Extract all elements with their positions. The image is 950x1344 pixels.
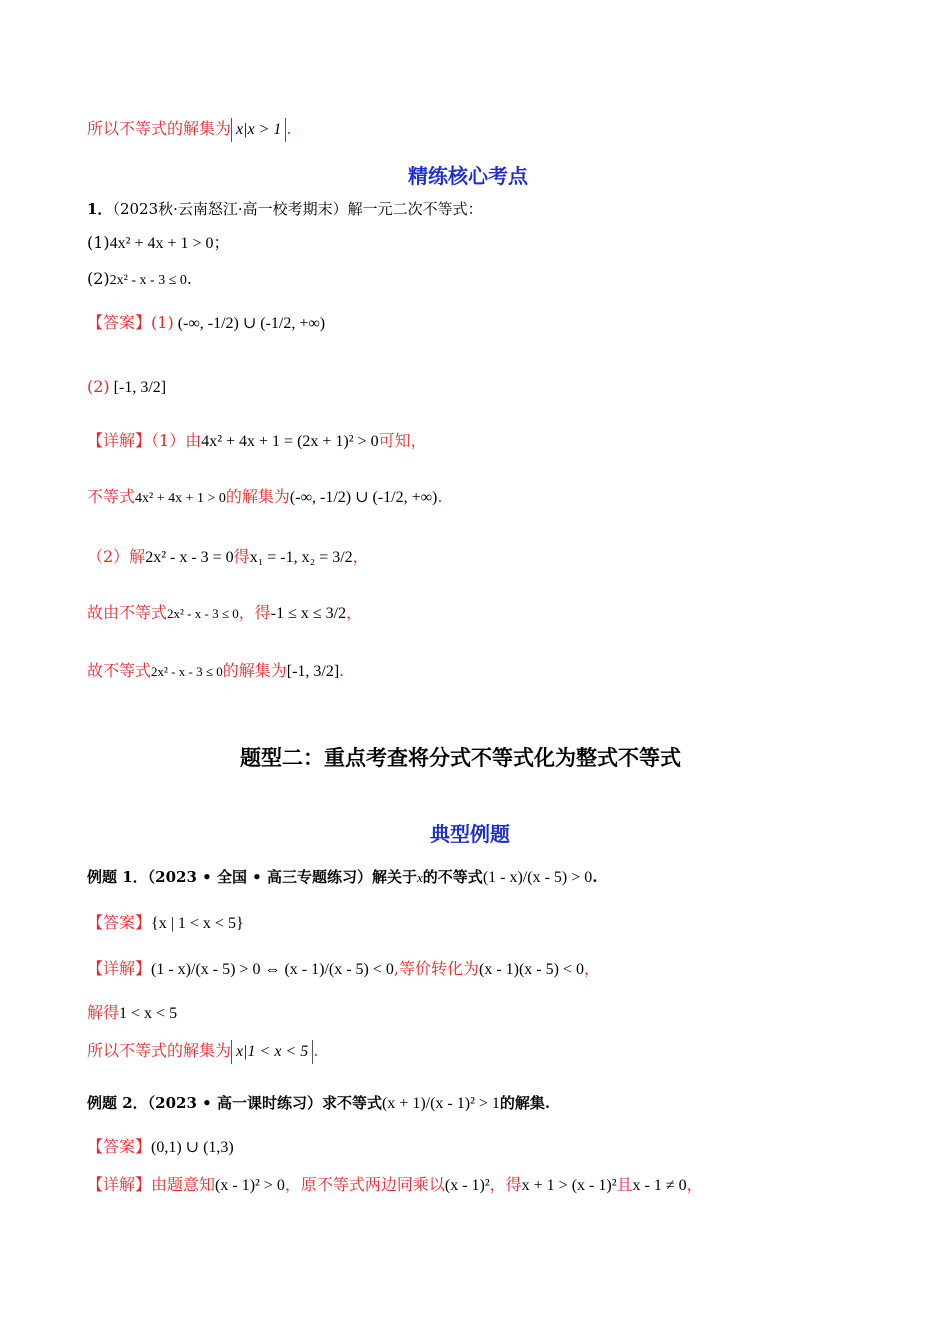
example-2-stem: 例题 2．（2023 • 高一课时练习）求不等式(x + 1)/(x - 1)² > 1的解集. — [87, 1094, 551, 1112]
detail-3-expression: 2x² - x - 3 = 0 — [145, 549, 234, 566]
top-conclusion-text: 所以不等式的解集为 — [87, 119, 232, 138]
example-1-solve-range: 1 < x < 5 — [119, 1005, 178, 1022]
example-1-conclusion-set: x|1 < x < 5 — [231, 1040, 313, 1064]
answer-tag: 【答案】 — [87, 913, 152, 932]
question-1-detail-4: 故由不等式2x² - x - 3 ≤ 0，得-1 ≤ x ≤ 3/2， — [87, 603, 363, 622]
answer-tag: 【答案】 — [87, 1137, 152, 1156]
question-1-stem — [87, 198, 483, 220]
example-1-conclusion: 所以不等式的解集为 x|1 < x < 5 . — [87, 1040, 318, 1064]
top-period: . — [286, 119, 292, 138]
question-1-detail-3: （2）解2x² - x - 3 = 0得x₁ = -1, x₂ = 3/2， — [87, 547, 369, 566]
example-2-detail: 【详解】由题意知(x - 1)² > 0，原不等式两边同乘以(x - 1)²，得x + 1 > (x - 1)²且x - 1 ≠ 0， — [87, 1175, 703, 1194]
question-number: 1． — [87, 200, 113, 218]
question-1-detail-1: 【详解】（1）由4x² + 4x + 1 = (2x + 1)² > 0可知， — [87, 431, 427, 450]
detail-2-solution: (-∞, -1/2) ∪ (-1/2, +∞) — [289, 489, 438, 506]
detail-tag: 【详解】 — [87, 959, 152, 978]
top-conclusion-line — [87, 118, 292, 142]
question-1-detail-2: 不等式4x² + 4x + 1 > 0的解集为(-∞, -1/2) ∪ (-1/2, +∞). — [87, 487, 443, 506]
answer-tag: 【答案】 — [87, 313, 152, 332]
question-text: 解一元二次不等式： — [347, 200, 483, 218]
example-1-answer — [87, 912, 244, 935]
detail-1-expression: 4x² + 4x + 1 = (2x + 1)² > 0 — [201, 433, 379, 450]
example-1-detail-product: (x - 1)(x - 5) < 0 — [478, 961, 584, 978]
part-1-expression: 4x² + 4x + 1 > 0 — [109, 235, 214, 252]
question-1-detail-5: 故不等式2x² - x - 3 ≤ 0的解集为[-1, 3/2]. — [87, 661, 345, 680]
answer-1-expression: (-∞, -1/2) ∪ (-1/2, +∞) — [177, 315, 326, 332]
top-solution-set: x|x > 1 — [231, 118, 286, 142]
question-1-answer-2: (2) [-1, 3/2] — [87, 377, 167, 396]
example-2-answer — [87, 1136, 234, 1159]
example-1-detail: 【详解】(1 - x)/(x - 5) > 0 ⇔ (x - 1)/(x - 5) < 0,等价转化为(x - 1)(x - 5) < 0， — [87, 959, 600, 978]
detail-5-solution: [-1, 3/2] — [286, 663, 340, 680]
example-1-label: 例题 1． — [87, 868, 148, 886]
example-2-answer-set: (0,1) ∪ (1,3) — [151, 1139, 234, 1156]
question-source: （2023秋·云南怒江·高一校考期末） — [112, 200, 348, 218]
example-1-stem: 例题 1．（2023 • 全国 • 高三专题练习）解关于x的不等式(1 - x)/(x - 5) > 0. — [87, 868, 598, 886]
answer-2-expression: [-1, 3/2] — [113, 379, 167, 396]
section-title-type-two: 题型二：重点考查将分式不等式化为整式不等式 — [240, 746, 681, 770]
detail-tag: 【详解】 — [87, 1175, 152, 1194]
part-2-expression: 2x² - x - 3 ≤ 0 — [109, 273, 187, 288]
example-1-expression: (1 - x)/(x - 5) > 0 — [482, 869, 593, 886]
question-1-part-1: (1)4x² + 4x + 1 > 0； — [87, 233, 230, 252]
example-2-expression: (x + 1)/(x - 1)² > 1 — [381, 1095, 500, 1112]
section-title-typical-examples: 典型例题 — [430, 822, 510, 846]
example-1-detail-equivalence: (1 - x)/(x - 5) > 0 ⇔ (x - 1)/(x - 5) < 0 — [151, 961, 394, 978]
question-1-answer-1: 【答案】(1) (-∞, -1/2) ∪ (-1/2, +∞) — [87, 313, 326, 332]
example-2-source: （2023 • 高一课时练习） — [147, 1094, 322, 1112]
detail-4-expression: 2x² - x - 3 ≤ 0 — [167, 606, 239, 621]
example-1-variable: x — [417, 870, 423, 885]
detail-3-roots: x₁ = -1, x₂ = 3/2 — [249, 549, 353, 566]
section-title-core-practice: 精练核心考点 — [408, 164, 528, 188]
detail-2-expression: 4x² + 4x + 1 > 0 — [135, 491, 226, 506]
detail-tag: 【详解】 — [87, 431, 152, 450]
example-1-solve: 解得1 < x < 5 — [87, 1003, 178, 1022]
example-1-source: （2023 • 全国 • 高三专题练习） — [147, 868, 372, 886]
detail-5-expression: 2x² - x - 3 ≤ 0 — [151, 664, 223, 679]
example-2-label: 例题 2． — [87, 1094, 148, 1112]
example-1-answer-set: {x | 1 < x < 5} — [151, 915, 244, 932]
detail-4-range: -1 ≤ x ≤ 3/2 — [270, 605, 347, 622]
question-1-part-2: (2)2x² - x - 3 ≤ 0. — [87, 269, 192, 288]
